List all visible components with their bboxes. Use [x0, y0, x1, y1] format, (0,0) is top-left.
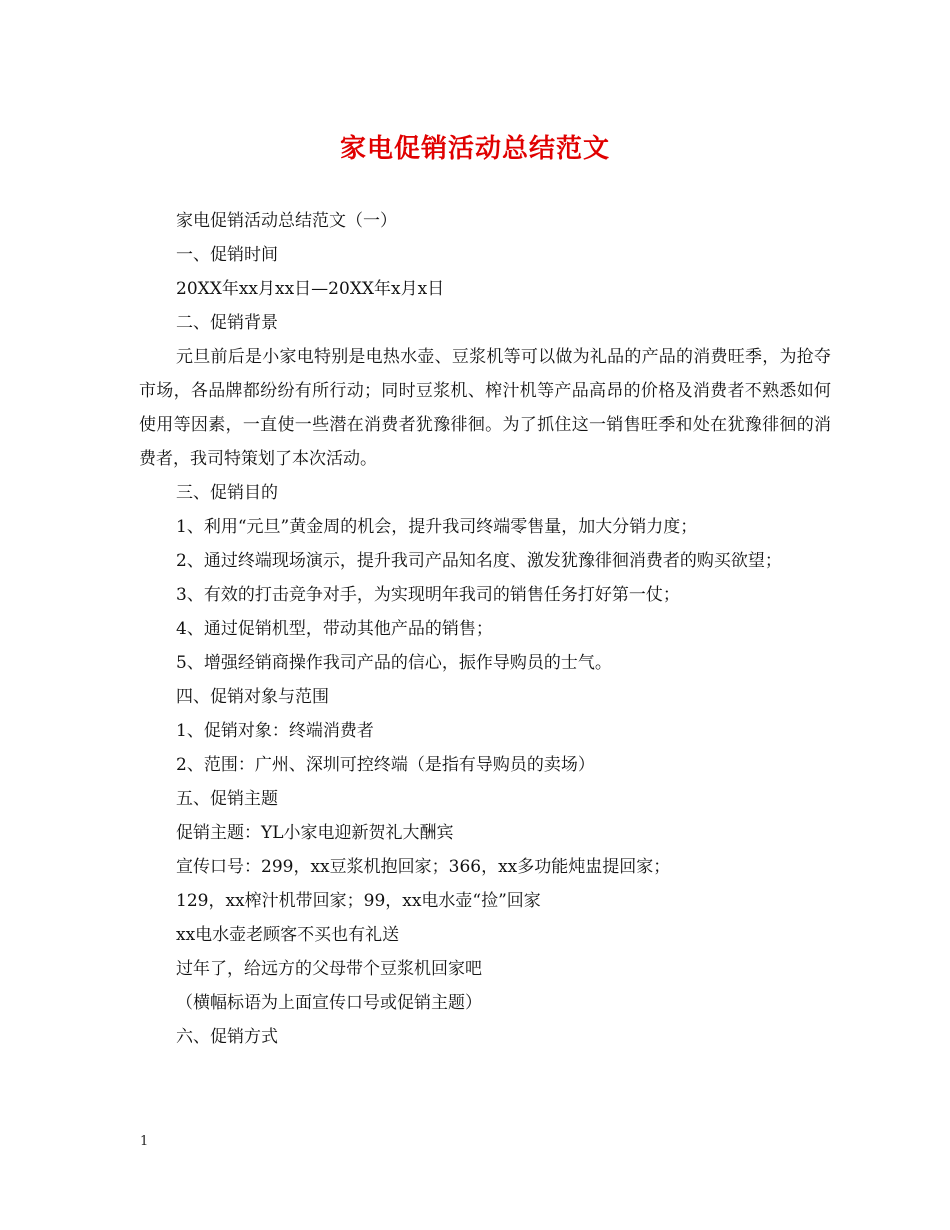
- paragraph: 促销主题：YL小家电迎新贺礼大酬宾: [176, 823, 454, 843]
- section-heading: 一、促销时间: [176, 245, 278, 265]
- page-number: 1: [140, 1134, 149, 1149]
- document-body: [139, 204, 831, 1054]
- section-heading: 四、促销对象与范围: [176, 687, 329, 707]
- paragraph: 5、增强经销商操作我司产品的信心，振作导购员的士气。: [176, 653, 612, 673]
- paragraph: 家电促销活动总结范文（一）: [176, 211, 397, 231]
- paragraph: 1、促销对象：终端消费者: [176, 721, 374, 741]
- paragraph: 4、通过促销机型，带动其他产品的销售；: [176, 619, 493, 639]
- paragraph: 2、范围：广州、深圳可控终端（是指有导购员的卖场）: [176, 755, 595, 775]
- paragraph: 2、通过终端现场演示，提升我司产品知名度、激发犹豫徘徊消费者的购买欲望；: [176, 551, 782, 571]
- paragraph: 3、有效的打击竞争对手，为实现明年我司的销售任务打好第一仗；: [176, 585, 680, 605]
- paragraph: 129，xx榨汁机带回家；99，xx电水壶“捡”回家: [176, 891, 541, 911]
- section-heading: 三、促销目的: [176, 483, 278, 503]
- document-title: 家电促销活动总结范文: [339, 134, 610, 164]
- section-heading: 六、促销方式: [176, 1027, 278, 1047]
- paragraph: 过年了，给远方的父母带个豆浆机回家吧: [176, 959, 482, 979]
- paragraph: （横幅标语为上面宣传口号或促销主题）: [176, 993, 482, 1013]
- paragraph: 1、利用“元旦”黄金周的机会，提升我司终端零售量，加大分销力度；: [176, 517, 698, 537]
- paragraph: 20XX年xx月xx日—20XX年x月x日: [176, 279, 445, 299]
- paragraph: 宣传口号：299，xx豆浆机抱回家；366，xx多功能炖盅提回家；: [176, 857, 671, 877]
- section-heading: 二、促销背景: [176, 313, 278, 333]
- section-heading: 五、促销主题: [176, 789, 278, 809]
- paragraph: 元旦前后是小家电特别是电热水壶、豆浆机等可以做为礼品的产品的消费旺季，为抢夺市场，各品牌都纷纷有所行动；同时豆浆机、榨汁机等产品高昂的价格及消费者不熟悉如何使用等因素，一直使一些潜在消费者犹豫徘徊。为了抓住这一销售旺季和处在犹豫徘徊的消费者，我司特策划了本次活动。: [139, 347, 831, 469]
- paragraph: xx电水壶老顾客不买也有礼送: [176, 925, 400, 945]
